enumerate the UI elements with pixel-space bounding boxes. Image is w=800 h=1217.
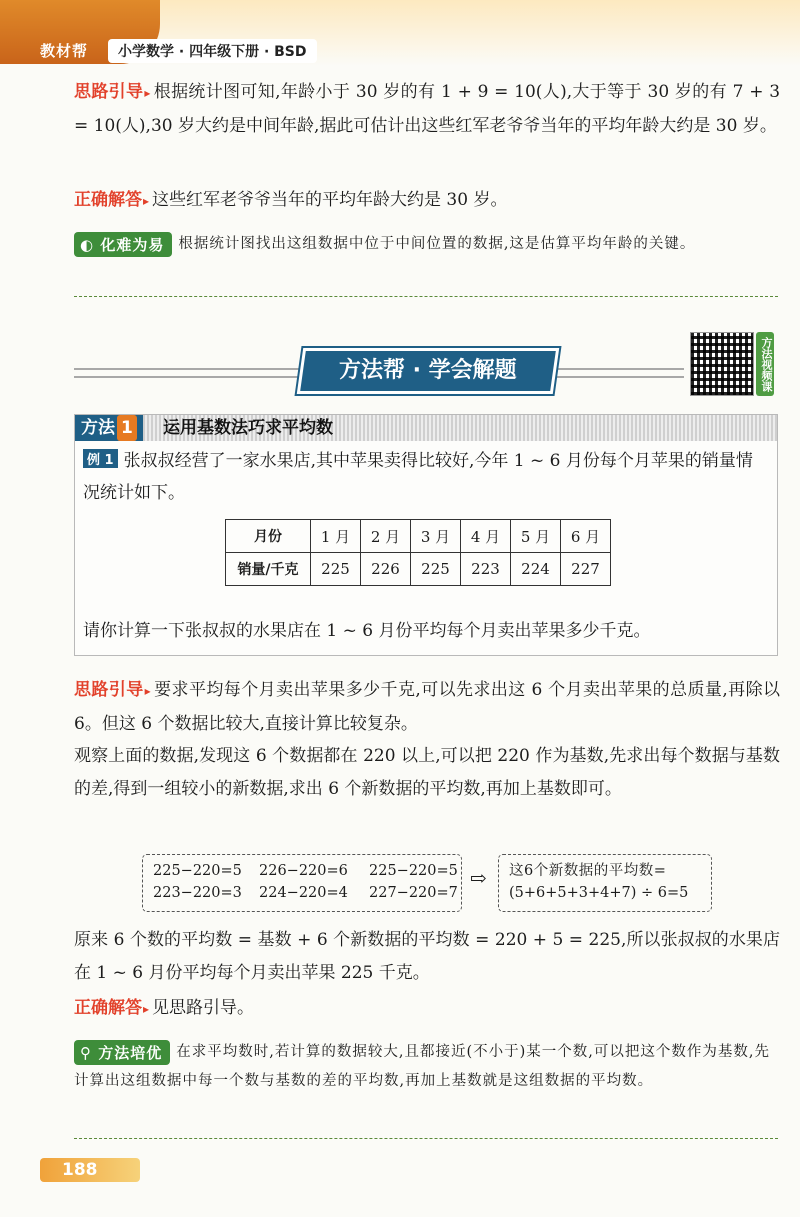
example-question-text: 张叔叔经营了一家水果店,其中苹果卖得比较好,今年 1 ~ 6 月份每个月苹果的销量情况统计如下。 (83, 451, 753, 503)
average-label: 这6个新数据的平均数= (509, 863, 667, 879)
guide-text-2: 要求平均每个月卖出苹果多少千克,可以先求出这 6 个月卖出苹果的总质量,再除以 6。但这 6 个数据比较大,直接计算比较复杂。 (74, 680, 780, 734)
section-title (297, 348, 559, 394)
table-cell: 2 月 (361, 520, 411, 553)
method-title: 运用基数法巧求平均数 (163, 418, 333, 438)
conclusion-paragraph: 原来 6 个数的平均数 = 基数 + 6 个新数据的平均数 = 220 + 5 = 225,所以张叔叔的水果店在 1 ~ 6 月份平均每个月卖出苹果 225 千克。 (74, 930, 780, 983)
average-formula: (5+6+5+3+4+7) ÷ 6=5 (509, 885, 689, 901)
guide-paragraph-1 (74, 76, 780, 143)
equation: 225−220=5 (369, 863, 458, 879)
guide-tag: 思路引导 (74, 680, 144, 700)
header-brand: 教材帮 (40, 42, 89, 60)
table-cell: 5 月 (511, 520, 561, 553)
page-number: 188 (40, 1158, 140, 1182)
section-title-text: 方法帮 · 学会解题 (339, 358, 517, 383)
table-header-cell: 月份 (226, 520, 311, 553)
equation: 223−220=3 (153, 885, 242, 901)
tip-text-2: 在求平均数时,若计算的数据较大,且都接近(不小于)某一个数,可以把这个数作为基数,先计算出这组数据中每一个数与基数的差的平均数,再加上基数就是这组数据的平均数。 (74, 1044, 770, 1089)
answer-tag: 正确解答 (74, 998, 142, 1018)
magnifier-icon: ⚲ (80, 1043, 99, 1062)
tip-text-container (74, 230, 778, 259)
tip-text-1: 根据统计图找出这组数据中位于中间位置的数据,这是估算平均年龄的关键。 (178, 236, 696, 252)
table-cell: 227 (561, 553, 611, 586)
method-box (74, 414, 778, 656)
method-label-text: 方法 (81, 418, 115, 438)
table-row (226, 520, 611, 553)
guide-text-1: 根据统计图可知,年龄小于 30 岁的有 1 + 9 = 10(人),大于等于 30 岁的有 7 + 3 = 10(人),30 岁大约是中间年龄,据此可估计出这些红军老爷爷当年的平均年龄大约是 30 岁。 (74, 82, 781, 136)
tip-badge-2 (74, 1040, 170, 1065)
tag-arrow-icon: ▸ (144, 86, 151, 100)
tip-badge-label: 方法培优 (98, 1043, 163, 1062)
tip-box-1 (74, 230, 778, 297)
tag-arrow-icon: ▸ (143, 194, 150, 208)
equation: 224−220=4 (259, 885, 348, 901)
example-ask: 请你计算一下张叔叔的水果店在 1 ~ 6 月份平均每个月卖出苹果多少千克。 (83, 621, 651, 641)
guide-paragraph-2 (74, 674, 780, 741)
answer-tag: 正确解答 (74, 190, 142, 210)
tip-box-2 (74, 1038, 778, 1139)
table-cell: 3 月 (411, 520, 461, 553)
qr-code-icon[interactable] (690, 332, 754, 396)
method-label (75, 415, 143, 441)
right-arrow-icon: ⇨ (470, 866, 487, 890)
table-cell: 4 月 (461, 520, 511, 553)
observe-paragraph: 观察上面的数据,发现这 6 个数据都在 220 以上,可以把 220 作为基数,先求出每个数据与基数的差,得到一组较小的新数据,求出 6 个新数据的平均数,再加上基数即可。 (74, 746, 780, 799)
table-cell: 226 (361, 553, 411, 586)
tip-text-container (74, 1038, 778, 1096)
table-cell: 224 (511, 553, 561, 586)
equation: 225−220=5 (153, 863, 242, 879)
equation: 226−220=6 (259, 863, 348, 879)
table-row (226, 553, 611, 586)
answer-paragraph-2 (74, 992, 780, 1026)
tip-badge-label: 化难为易 (100, 235, 165, 254)
sales-table (225, 519, 611, 586)
answer-paragraph-1 (74, 184, 780, 218)
table-header-cell: 销量/千克 (226, 553, 311, 586)
tip-badge-1 (74, 232, 172, 257)
guide-tag: 思路引导 (74, 82, 144, 102)
equation: 227−220=7 (369, 885, 458, 901)
method-number: 1 (117, 415, 137, 441)
answer-text-1: 这些红军老爷爷当年的平均年龄大约是 30 岁。 (152, 190, 508, 210)
table-cell: 225 (311, 553, 361, 586)
qr-label: 方法视频课 (756, 332, 774, 396)
example-question (83, 445, 769, 509)
table-cell: 223 (461, 553, 511, 586)
table-cell: 1 月 (311, 520, 361, 553)
answer-text-2: 见思路引导。 (152, 998, 255, 1018)
tag-arrow-icon: ▸ (144, 684, 151, 698)
average-box (498, 854, 712, 912)
header-book-title: 小学数学 · 四年级下册 · BSD (108, 39, 317, 63)
bulb-icon: ◐ (80, 235, 101, 254)
tag-arrow-icon: ▸ (143, 1002, 150, 1016)
table-cell: 6 月 (561, 520, 611, 553)
example-tag: 例 1 (83, 449, 118, 468)
equations-box (142, 854, 462, 912)
table-cell: 225 (411, 553, 461, 586)
